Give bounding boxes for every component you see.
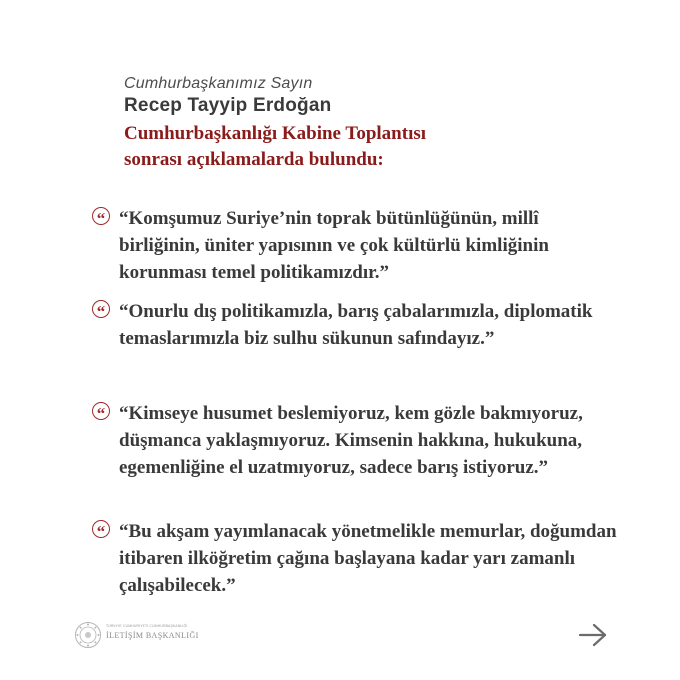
footer-org-name: İLETİŞİM BAŞKANLIĞI [106, 631, 199, 640]
quote-icon: “ [92, 207, 110, 225]
quote-text: “Onurlu dış politikamızla, barış çabalarımızla, diplomatik temaslarımızla biz sulhu sükunun safındayız.” [119, 301, 593, 349]
footer-org-subtitle: TÜRKİYE CUMHURİYETİ CUMHURBAŞKANLIĞI [106, 624, 188, 628]
quote-text: “Komşumuz Suriye’nin toprak bütünlüğünün, millî birliğinin, üniter yapısının ve çok kültürlü kimliğinin korunması temel politikamızdır.” [119, 208, 549, 283]
emblem-icon [74, 621, 102, 649]
quote-text: “Bu akşam yayımlanacak yönetmelikle memurlar, doğumdan itibaren ilköğretim çağına başlayana kadar yarı zamanlı çalışabilecek.” [119, 521, 617, 596]
quote-icon: “ [92, 402, 110, 420]
quote-text: “Kimseye husumet beslemiyoruz, kem gözle bakmıyoruz, düşmanca yaklaşmıyoruz. Kimsenin hakkına, hukukuna, egemenliğine el uzatmıyoruz, sadece barış istiyoruz.” [119, 403, 583, 478]
subtitle: Cumhurbaşkanımız Sayın [124, 75, 313, 92]
person-name: Recep Tayyip Erdoğan [124, 95, 332, 116]
quote-icon: “ [92, 520, 110, 538]
headline: Cumhurbaşkanlığı Kabine Toplantısı sonrası açıklamalarda bulundu: [124, 123, 427, 170]
quote-icon: “ [92, 300, 110, 318]
arrow-right-icon[interactable] [578, 622, 608, 648]
